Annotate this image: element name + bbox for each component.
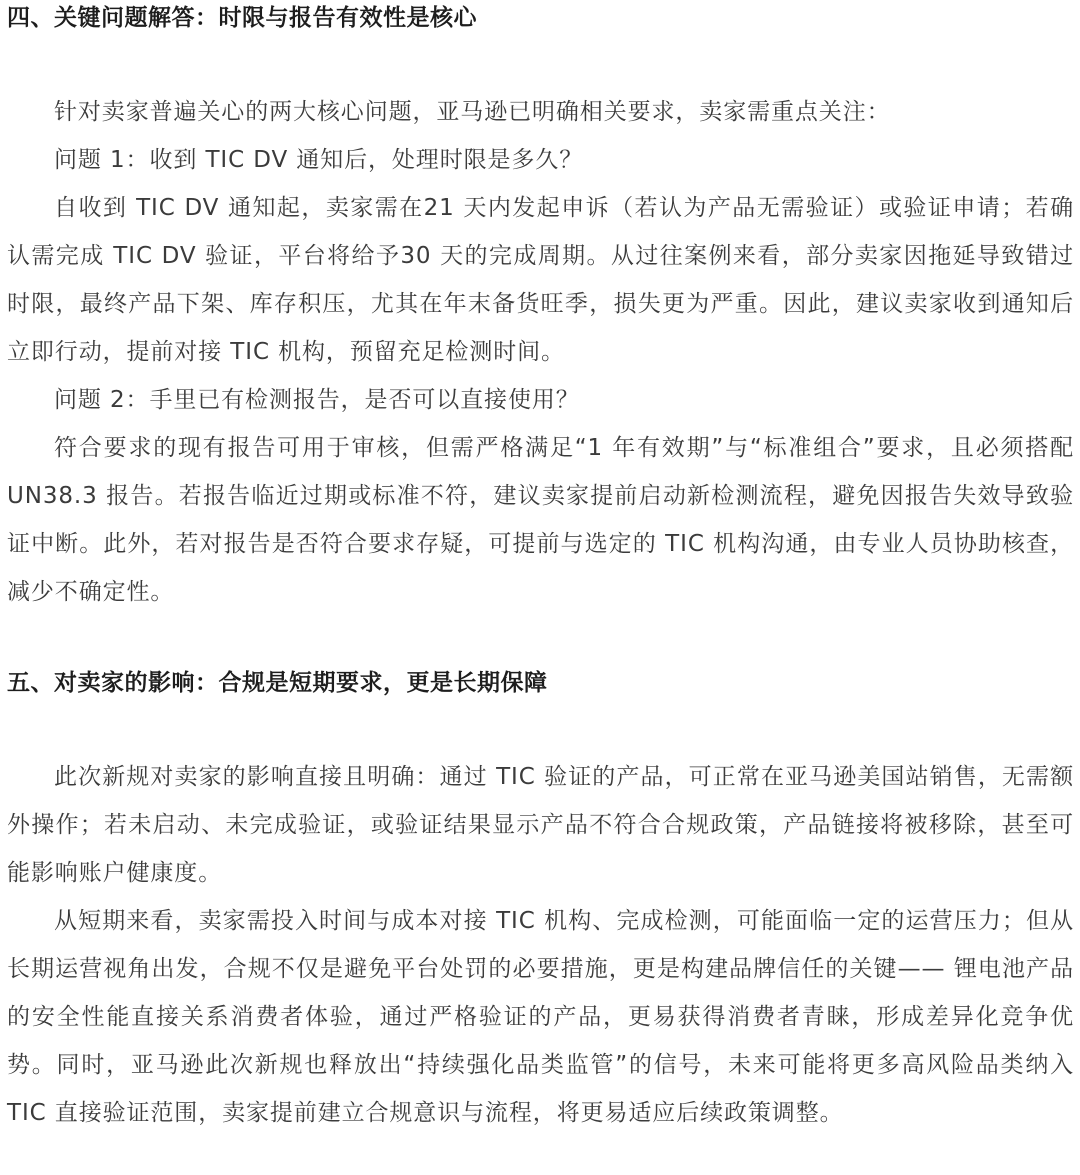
section-4-intro: 针对卖家普遍关心的两大核心问题，亚马逊已明确相关要求，卖家需重点关注： xyxy=(54,99,891,125)
section-5-heading: 五、对卖家的影响：合规是短期要求，更是长期保障 xyxy=(7,670,548,696)
impact-paragraph: 此次新规对卖家的影响直接且明确：通过 TIC 验证的产品，可正常在亚马逊美国站销售，无需额外操作；若未启动、未完成验证，或验证结果显示产品不符合合规政策，产品链接将被移除，甚至可能影响账户健康度。 xyxy=(7,764,1074,886)
question-1: 问题 1：收到 TIC DV 通知后，处理时限是多久？ xyxy=(54,147,584,173)
answer-2: 符合要求的现有报告可用于审核，但需严格满足“1 年有效期”与“标准组合”要求，且必须搭配 UN38.3 报告。若报告临近过期或标准不符，建议卖家提前启动新检测流程，避免因报告失效导致验证中断。此外，若对报告是否符合要求存疑，可提前与选定的 TIC 机构沟通，由专业人员协助核查，减少不确定性。 xyxy=(7,435,1074,605)
question-2: 问题 2：手里已有检测报告，是否可以直接使用？ xyxy=(54,387,580,413)
section-4-body xyxy=(7,88,1074,616)
outlook-paragraph: 从短期来看，卖家需投入时间与成本对接 TIC 机构、完成检测，可能面临一定的运营压力；但从长期运营视角出发，合规不仅是避免平台处罚的必要措施，更是构建品牌信任的关键—— 锂电池产品的安全性能直接关系消费者体验，通过严格验证的产品，更易获得消费者青睐，形成差异化竞争优势。同时，亚马逊此次新规也释放出“持续强化品类监管”的信号，未来可能将更多高风险品类纳入 TIC 直接验证范围，卖家提前建立合规意识与流程，将更易适应后续政策调整。 xyxy=(7,908,1074,1126)
answer-1: 自收到 TIC DV 通知起，卖家需在21 天内发起申诉（若认为产品无需验证）或验证申请；若确认需完成 TIC DV 验证，平台将给予30 天的完成周期。从过往案例来看，部分卖家因拖延导致错过时限，最终产品下架、库存积压，尤其在年末备货旺季，损失更为严重。因此，建议卖家收到通知后立即行动，提前对接 TIC 机构，预留充足检测时间。 xyxy=(7,195,1074,365)
section-5-body xyxy=(7,753,1074,1137)
section-4-heading: 四、关键问题解答：时限与报告有效性是核心 xyxy=(7,5,477,31)
